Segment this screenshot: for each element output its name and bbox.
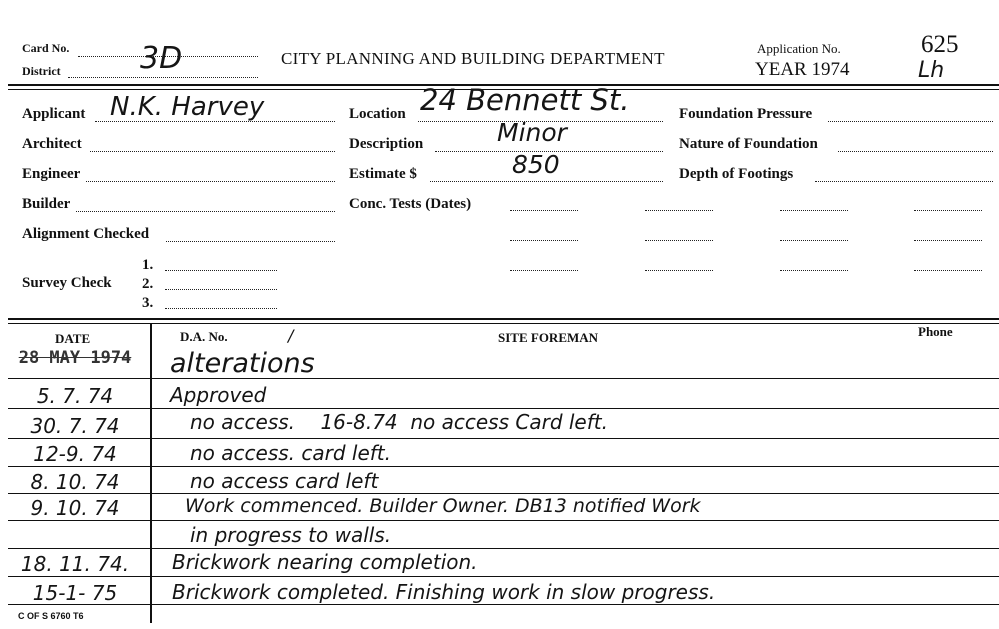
log-date-5: 9. 10. 74: [30, 496, 120, 520]
survey-item-1: 1.: [142, 257, 154, 273]
year-label: YEAR 1974: [755, 59, 850, 80]
log-entry-8: Brickwork completed. Finishing work in slow progress.: [172, 580, 716, 604]
builder-line: [76, 211, 335, 212]
log-date-divider: [150, 323, 152, 623]
applicant-label: Applicant: [22, 106, 86, 122]
log-row-line-8: [8, 576, 999, 577]
estimate-value: 850: [512, 150, 560, 179]
survey-line-1: [165, 270, 277, 271]
log-date-8: 15-1- 75: [32, 581, 118, 605]
survey-item-3: 3.: [142, 295, 154, 311]
applicant-value: N.K. Harvey: [110, 92, 265, 122]
log-entry-5: Work commenced. Builder Owner. DB13 notified Work: [185, 495, 701, 517]
log-row-line-3: [8, 438, 999, 439]
conc-line-r3c2: [645, 270, 713, 271]
conc-line-r2c2: [645, 240, 713, 241]
department-title: CITY PLANNING AND BUILDING DEPARTMENT: [281, 49, 665, 68]
log-rule-top-1: [8, 318, 999, 320]
log-row-line-4: [8, 466, 999, 467]
log-entry-1: Approved: [170, 383, 267, 407]
log-date-3: 12-9. 74: [33, 442, 117, 466]
phone-header: Phone: [918, 324, 953, 339]
log-entry-3: no access. card left.: [190, 441, 392, 465]
estimate-line: [430, 181, 663, 182]
conc-line-r1c2: [645, 210, 713, 211]
card-no-label: Card No.: [22, 41, 70, 55]
log-entry-4: no access card left: [190, 469, 379, 493]
foreman-header: SITE FOREMAN: [498, 330, 599, 345]
conc-line-r2c3: [780, 240, 848, 241]
nature-line: [838, 151, 993, 152]
log-entry-6: in progress to walls.: [190, 523, 392, 547]
log-row-line-2: [8, 408, 999, 409]
nature-label: Nature of Foundation: [679, 136, 818, 152]
log-row-line-1: [8, 378, 999, 379]
conc-tests-label: Conc. Tests (Dates): [349, 196, 472, 212]
foundation-pressure-line: [828, 121, 993, 122]
conc-line-r1c1: [510, 210, 578, 211]
log-date-1: 5. 7. 74: [36, 384, 114, 408]
description-value: Minor: [497, 118, 567, 147]
alignment-label: Alignment Checked: [22, 226, 150, 242]
conc-line-r3c3: [780, 270, 848, 271]
conc-line-r2c4: [914, 240, 982, 241]
log-entry-7: Brickwork nearing completion.: [172, 550, 478, 574]
survey-line-3: [165, 308, 277, 309]
log-date-4: 8. 10. 74: [30, 470, 120, 494]
log-date-7: 18. 11. 74.: [20, 552, 130, 576]
depth-line: [815, 181, 993, 182]
architect-line: [90, 151, 335, 152]
depth-label: Depth of Footings: [679, 166, 794, 182]
card-no-value: 3D: [140, 41, 183, 76]
conc-line-r1c3: [780, 210, 848, 211]
log-row-line-6: [8, 520, 999, 521]
application-no-label: Application No.: [757, 41, 841, 56]
log-date-0: 28 MAY 1974: [18, 348, 132, 368]
survey-line-2: [165, 289, 277, 290]
conc-line-r3c1: [510, 270, 578, 271]
da-value: /: [288, 326, 294, 345]
log-date-2: 30. 7. 74: [30, 414, 120, 438]
alignment-line: [166, 241, 335, 242]
conc-line-r3c4: [914, 270, 982, 271]
application-initials: Lh: [918, 58, 945, 83]
survey-label: Survey Check: [22, 275, 112, 291]
district-line: [68, 77, 258, 78]
date-header: DATE: [55, 331, 91, 346]
log-row-line-5: [8, 493, 999, 494]
application-no-value: 625: [921, 31, 959, 58]
survey-item-2: 2.: [142, 276, 154, 292]
card-header: [0, 0, 999, 90]
builder-label: Builder: [22, 196, 71, 212]
estimate-label: Estimate $: [349, 166, 417, 182]
log-row-line-7: [8, 548, 999, 549]
conc-line-r1c4: [914, 210, 982, 211]
engineer-line: [86, 181, 335, 182]
log-rule-top-2: [8, 323, 999, 324]
conc-line-r2c1: [510, 240, 578, 241]
log-row-line-9: [8, 604, 999, 605]
form-code: C OF S 6760 T6: [18, 611, 84, 621]
foundation-pressure-label: Foundation Pressure: [679, 106, 813, 122]
location-label: Location: [349, 106, 406, 122]
district-label: District: [22, 64, 61, 78]
architect-label: Architect: [22, 136, 82, 152]
da-label: D.A. No.: [180, 329, 228, 344]
log-entry-2: no access. 16-8.74 no access Card left.: [190, 410, 608, 434]
log-entry-0: alterations: [170, 348, 315, 379]
engineer-label: Engineer: [22, 166, 81, 182]
description-label: Description: [349, 136, 424, 152]
location-value: 24 Bennett St.: [420, 83, 630, 117]
